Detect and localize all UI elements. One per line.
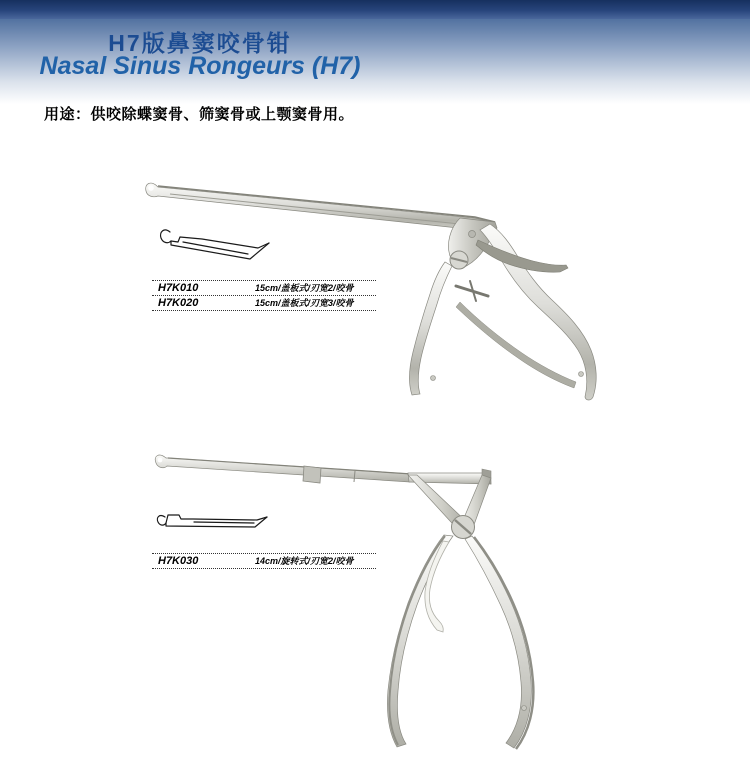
table-row: [152, 554, 376, 569]
tip-profile-drawing-top: [158, 224, 273, 266]
top-banner-bar: [0, 0, 750, 19]
spec-table-bottom: [152, 553, 376, 569]
spec-table-top: [152, 280, 376, 311]
tip-profile-drawing-bottom: [155, 508, 270, 534]
product-code: H7K010: [158, 281, 199, 294]
product-code: H7K020: [158, 296, 199, 309]
instrument-photo-hartmann-rongeur: [150, 430, 650, 760]
page-title-chinese: H7版鼻窦咬骨钳: [108, 30, 292, 56]
table-row: [152, 296, 376, 311]
page-title-english: Nasal Sinus Rongeurs (H7): [39, 52, 361, 80]
product-spec: 15cm/盖板式/刃宽3/咬骨: [255, 298, 354, 308]
product-spec: 15cm/盖板式/刃宽2/咬骨: [255, 283, 354, 293]
product-code: H7K030: [158, 554, 199, 567]
product-spec: 14cm/旋转式/刃宽2/咬骨: [255, 556, 354, 566]
table-row: [152, 281, 376, 296]
usage-description: 用途：供咬除蝶窦骨、筛窦骨或上颚窦骨用。: [44, 106, 355, 123]
